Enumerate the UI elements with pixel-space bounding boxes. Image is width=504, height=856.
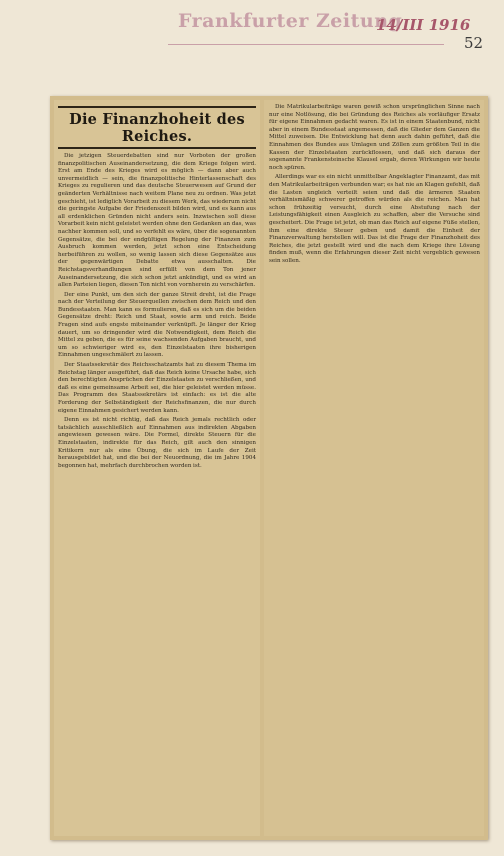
article-headline: Die Finanzhoheit des Reiches. bbox=[69, 111, 245, 145]
left-paragraph: Der eine Punkt, um den sich der ganze Streit dreht, ist die Frage nach der Verteilung der Steuerquellen zwischen dem Reich und den Bundesstaaten. Man kann es formulieren, daß es sich um die beiden Gegensätze dreht: Reich und Staat, sowie arm und reich. Beide Fragen sind aufs engste miteinander verknüpft. Je länger der Krieg dauert, um so dringender wird die Notwendigkeit, dem Reich die Mittel zu geben, die es für seine wachsenden Aufgaben braucht, und um so schwieriger wird es, den Einzelstaaten ihre bisherigen Einnahmen ungeschmälert zu lassen. bbox=[58, 291, 256, 359]
masthead-underline bbox=[168, 44, 444, 45]
left-paragraph: Der Staatssekretär des Reichsschatzamts hat zu diesem Thema im Reichstag länger ausgeführt, daß das Reich keine Ursache habe, sich den berechtigten Ansprüchen der Einzelstaaten zu verschließen, und daß es eine gemeinsame Arbeit sei, die hier geleistet werden müsse. Das Programm des Staatssekretärs ist einfach: es ist die alte Forderung der Selbständigkeit der Reichsfinanzen, die nur durch eigene Einnahmen gesichert werden kann. bbox=[58, 362, 256, 414]
right-column bbox=[264, 100, 484, 836]
right-paragraph: Die Matrikularbeiträge waren gewiß schon ursprünglichen Sinne nach nur eine Notlösung, die bei Gründung des Reiches als vorläufiger Ersatz für eigene Einnahmen gedacht waren. Es ist in einem Staatenbund, nicht aber in einem Bundesstaat angemessen, daß die Glieder dem Ganzen die Mittel zuweisen. Die Entwicklung hat denn auch dahin geführt, daß die Einnahmen des Bundes aus Umlagen und Zöllen zum größten Teil in die Kassen der Einzelstaaten zurückflossen, und daß sich daraus der sogenannte Frankensteinsche Klausel ergab, deren Wirkungen wir heute noch spüren. bbox=[269, 104, 480, 171]
handwritten-date: 14/III 1916 bbox=[376, 16, 471, 34]
newspaper-clipping bbox=[50, 96, 488, 840]
headline-box bbox=[58, 106, 256, 149]
left-column bbox=[54, 100, 260, 836]
page-number: 52 bbox=[464, 34, 484, 52]
left-paragraph: Denn es ist nicht richtig, daß das Reich jemals rechtlich oder tatsächlich ausschließlich auf Einnahmen aus indirekten Abgaben angewiesen gewesen wäre. Die Formel, direkte Steuern für die Einzelstaaten, indirekte für das Reich, gilt auch den sinnigen Kritikern nur als eine Übung, die sich im Laufe der Zeit herausgebildet hat, und die bei der Neuordnung, die im Jahre 1904 begonnen hat, mehrfach durchbrochen worden ist. bbox=[58, 417, 256, 469]
newspaper-masthead: Frankfurter Zeitung bbox=[178, 10, 403, 32]
right-paragraph: Allerdings war es ein nicht unmittelbar Angeklagter Finanzamt, das mit den Matrikularbeiträgen verbunden war; es hat nie an Klagen gefehlt, daß die Lasten ungleich verteilt seien und daß die ärmeren Staaten verhältnismäßig schwerer getroffen würden als die reichen. Man hat schon frühzeitig versucht, durch eine Abstufung nach der Leistungsfähigkeit einen Ausgleich zu schaffen, aber die Versuche sind gescheitert. Die Frage ist jetzt, ob man das Reich auf eigene Füße stellen, ihm eine direkte Steuer geben und damit die Einheit der Finanzverwaltung herstellen will. Das ist die Frage der Finanzhoheit des Reiches, die jetzt gestellt wird und die nach dem Kriege ihre Lösung finden muß, wenn die Erfahrungen dieser Zeit nicht vergeblich gewesen sein sollen. bbox=[269, 174, 480, 264]
left-paragraph: Die jetzigen Steuerdebatten sind nur Vorboten der großen finanzpolitischen Auseinandersetzung, die dem Kriege folgen wird. Erst am Ende des Krieges wird es möglich — dann aber auch unvermeidlich — sein, die finanzpolitische Hinterlassenschaft des Krieges zu regulieren und das deutsche Steuerwesen auf Grund der geänderten Verhältnisse nach weitem Plane neu zu ordnen. Was jetzt geschieht, ist lediglich Vorarbeit zu diesem Werk, das wiederum nicht die geringste Aufgabe der Friedenszeit bilden wird, und es kann aus all erdenklichen Gründen nicht anders sein. Inzwischen soll diese Vorarbeit kein nicht geleistet werden ohne den Gedanken an das, was nachher kommen soll, und so verfehlt es wäre, über die sogenannten Gegensätze, die bei der endgültigen Regelung der Finanzen zum Ausbruch kommen werden, jetzt schon eine Entscheidung herbeiführen zu wollen, so wenig lassen sich diese Gegensätze aus der gegenwärtigen Debatte etwa ausschalten. Die Reichstagsverhandlungen sind erfüllt von dem Ton jener Auseinandersetzung, die sich schon jetzt ankündigt, und es wird an allen Parteien liegen, diesen Ton nicht von vornherein zu verschärfen. bbox=[58, 153, 256, 289]
